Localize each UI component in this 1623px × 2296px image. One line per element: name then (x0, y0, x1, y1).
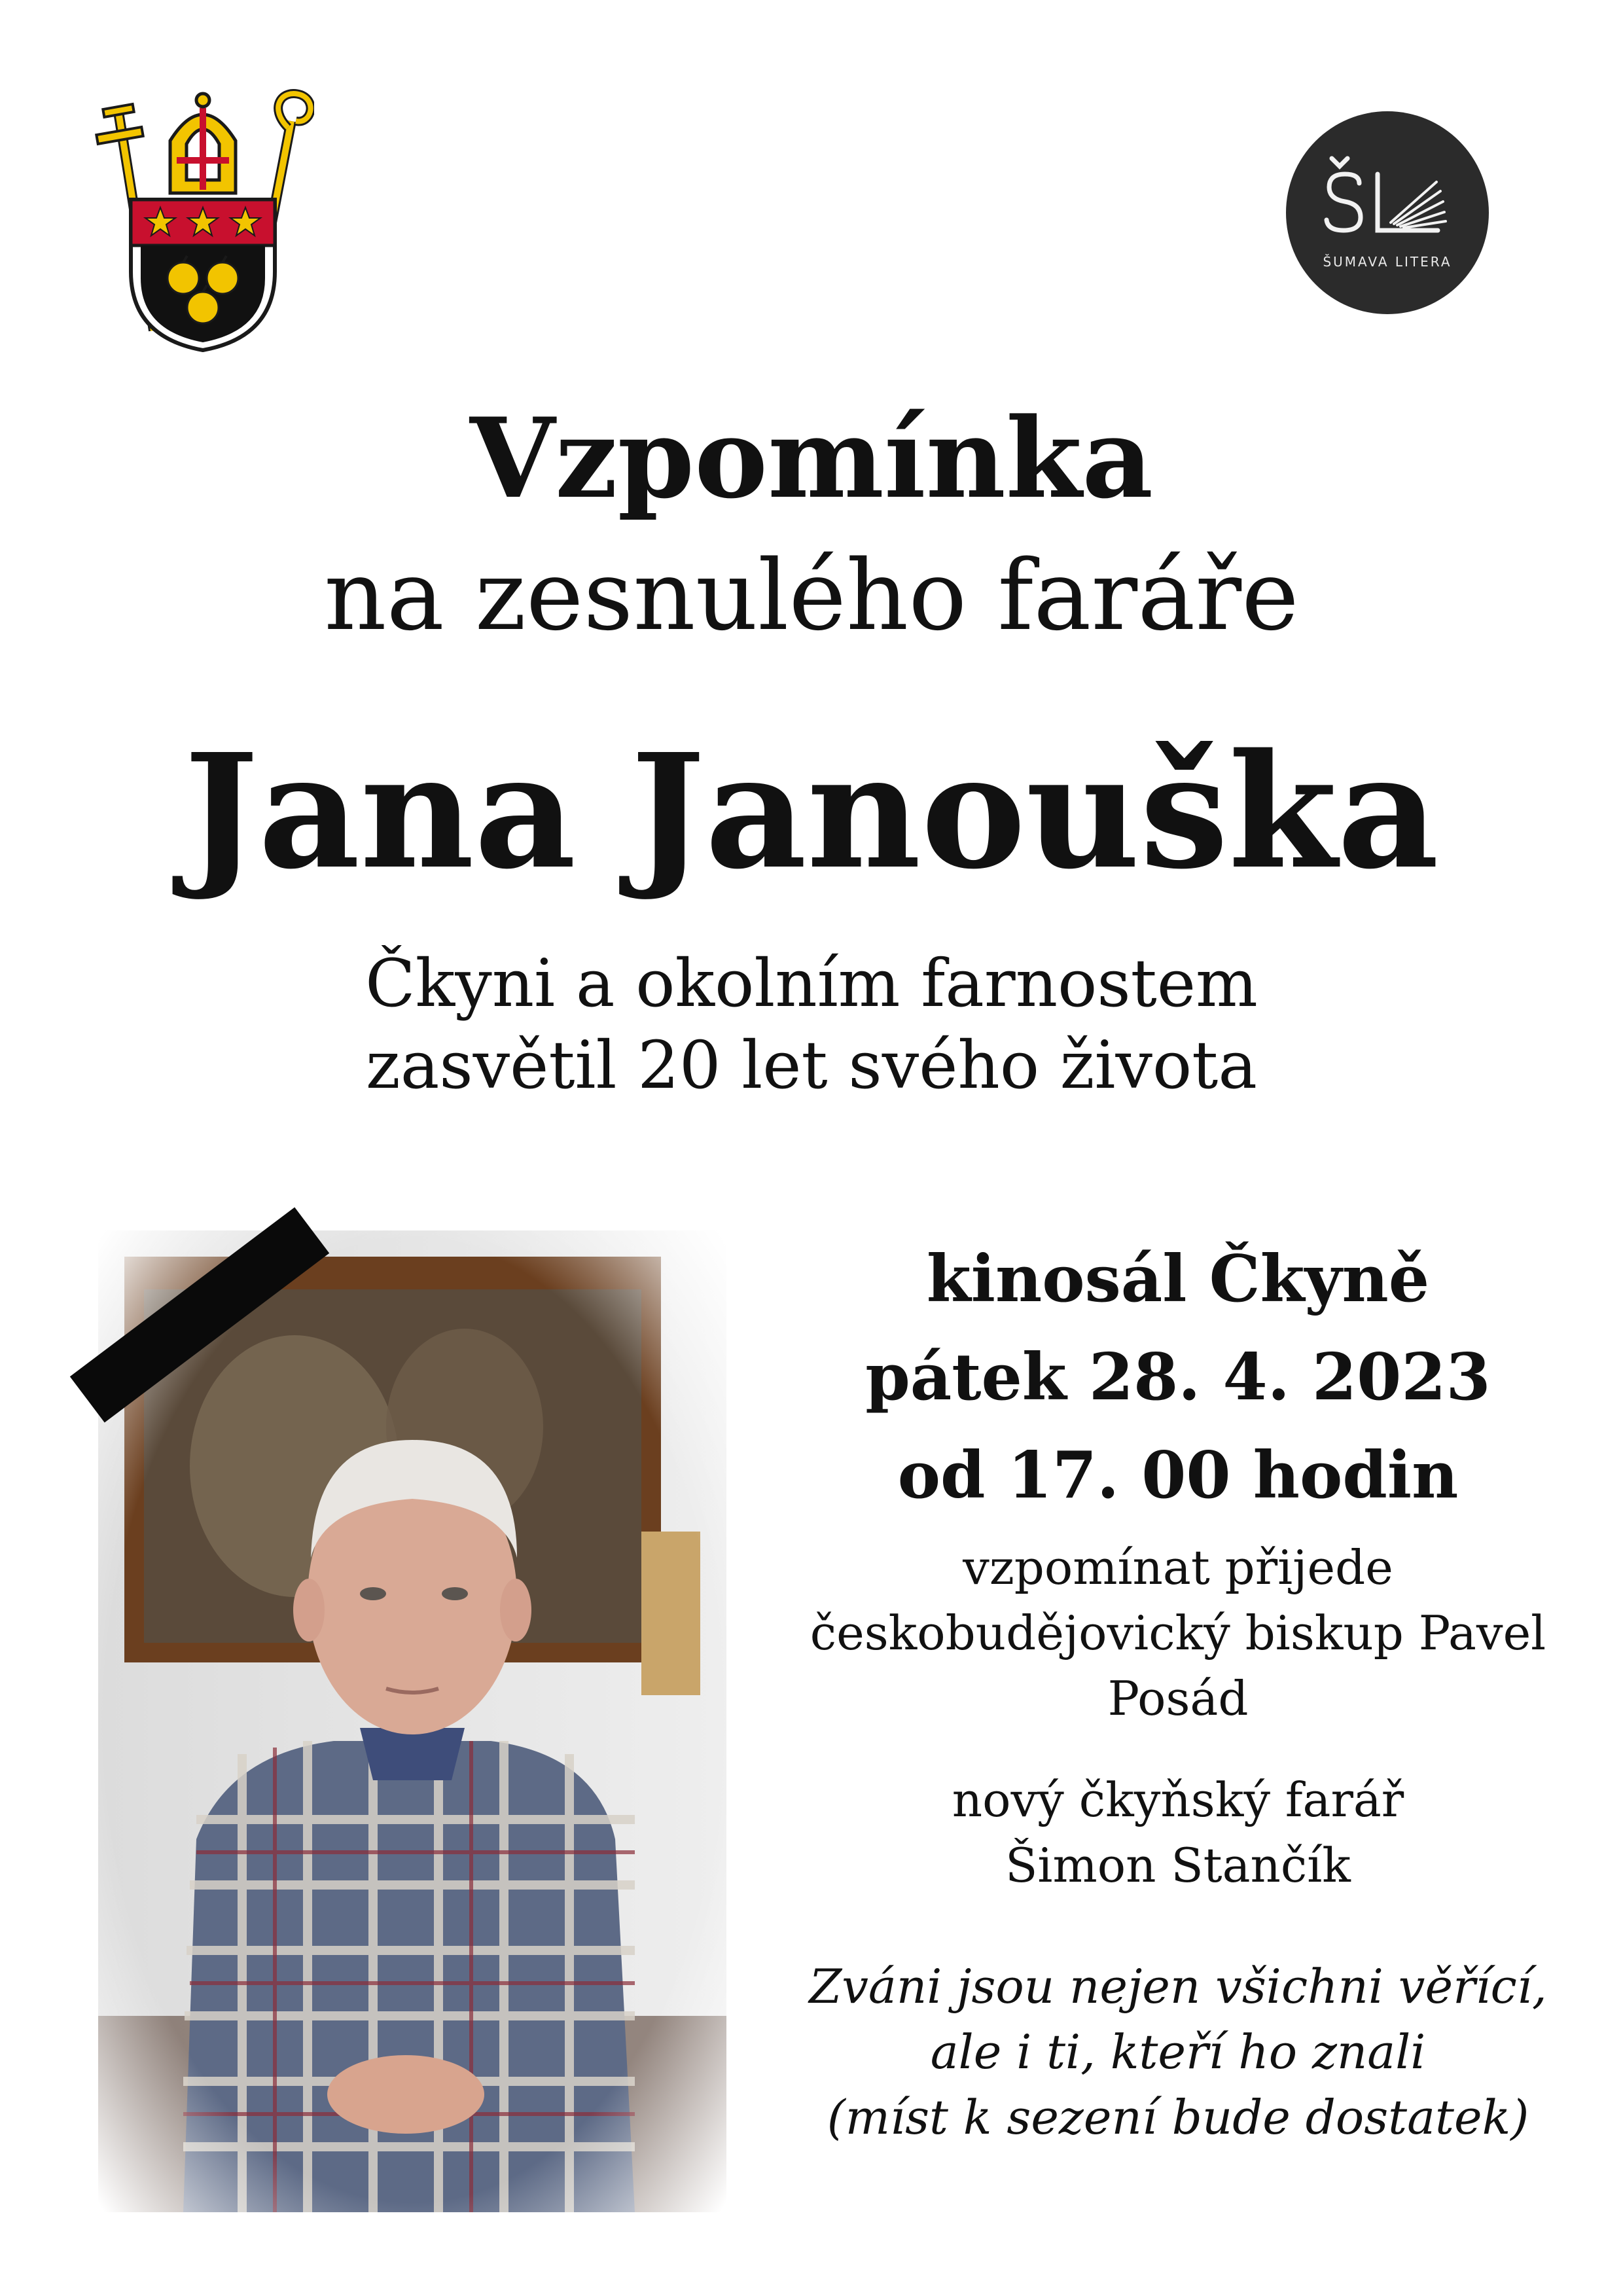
event-time: od 17. 00 hodin (897, 1438, 1459, 1513)
bishop-announcement (740, 1535, 1616, 1731)
event-details (740, 1230, 1616, 1525)
invitation-line: ale i ti, kteří ho znali (930, 2024, 1426, 2079)
event-date: pátek 28. 4. 2023 (865, 1340, 1491, 1415)
book-icon (1286, 111, 1489, 314)
new-priest-line: nový čkyňský farář (952, 1772, 1404, 1827)
sumava-litera-logo (1286, 111, 1489, 314)
invitation-line: Zváni jsou nejen všichni věřící, (809, 1959, 1547, 2014)
bishop-line: Posád (1107, 1671, 1249, 1726)
new-priest-line: Šimon Stančík (1005, 1838, 1351, 1893)
dedication-line: Čkyni a okolním farnostem (365, 945, 1258, 1022)
portrait-photo (98, 1230, 726, 2212)
bishop-line: vzpomínat přijede (963, 1540, 1393, 1595)
diocesan-coat-of-arms-icon (92, 82, 314, 357)
bishop-line: českobudějovický biskup Pavel (810, 1605, 1546, 1660)
new-priest-announcement (740, 1767, 1616, 1898)
honoree-name: Jana Janouška (184, 719, 1439, 904)
dedication (0, 942, 1623, 1106)
event-venue: kinosál Čkyně (926, 1242, 1430, 1317)
publisher-name: ŠUMAVA LITERA (1323, 254, 1452, 270)
page-subtitle: na zesnulého faráře (324, 539, 1299, 652)
invitation-note (740, 1954, 1616, 2150)
invitation-line: (míst k sezení bude dostatek) (827, 2090, 1529, 2145)
dedication-line: zasvětil 20 let svého života (366, 1027, 1257, 1103)
page-title: Vzpomínka (469, 393, 1154, 523)
